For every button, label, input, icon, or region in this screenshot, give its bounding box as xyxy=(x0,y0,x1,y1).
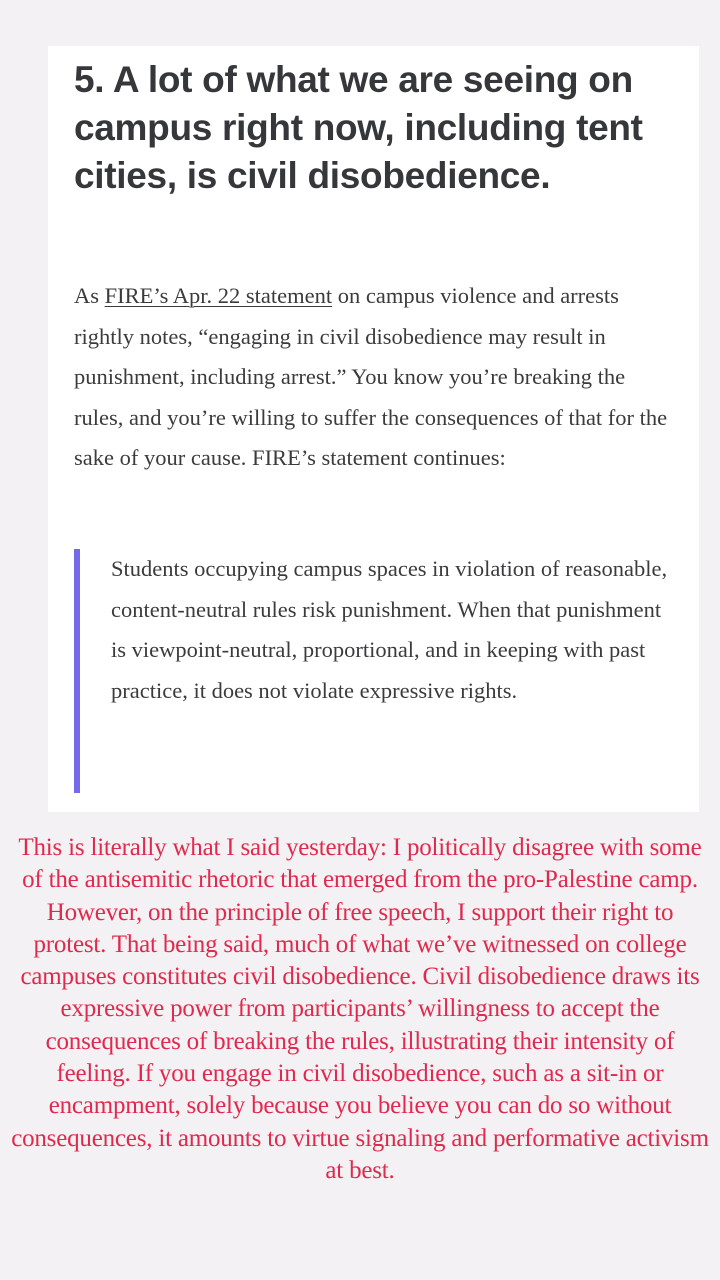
blockquote-text: Students occupying campus spaces in violation of reasonable, content-neutral rules risk punishment. When that punishment is viewpoint-neutral, proportional, and in keeping with past practice, it does not violate expressive rights. xyxy=(111,556,668,703)
paragraph-body: on campus violence and arrests rightly notes, “engaging in civil disobedience may result in punishment, including arrest.” You know you’re breaking the rules, and you’re willing to suffer the consequences of that for the sake of your cause. FIRE’s statement continues: xyxy=(74,283,668,471)
blockquote-bar xyxy=(74,549,80,793)
story-caption-text: This is literally what I said yesterday: I politically disagree with some of the antisemitic rhetoric that emerged from the pro-Palestine camp. However, on the principle of free speech, I support their right to protest. That being said, much of what we’ve witnessed on college campuses constitutes civil disobedience. Civil disobedience draws its expressive power from participants’ willingness to accept the consequences of breaking the rules, illustrating their intensity of feeling. If you engage in civil disobedience, such as a sit-in or encampment, solely because you believe you can do so without consequences, it amounts to virtue signaling and performative activism at best. xyxy=(11,834,709,1184)
article-heading: 5. A lot of what we are seeing on campus right now, including tent cities, is civil disobedience. xyxy=(74,59,643,196)
article-paragraph xyxy=(74,276,679,479)
paragraph-intro: As xyxy=(74,283,105,308)
fire-statement-link[interactable]: FIRE’s Apr. 22 statement xyxy=(104,283,333,308)
article-screenshot xyxy=(48,46,699,812)
blockquote xyxy=(74,549,684,793)
